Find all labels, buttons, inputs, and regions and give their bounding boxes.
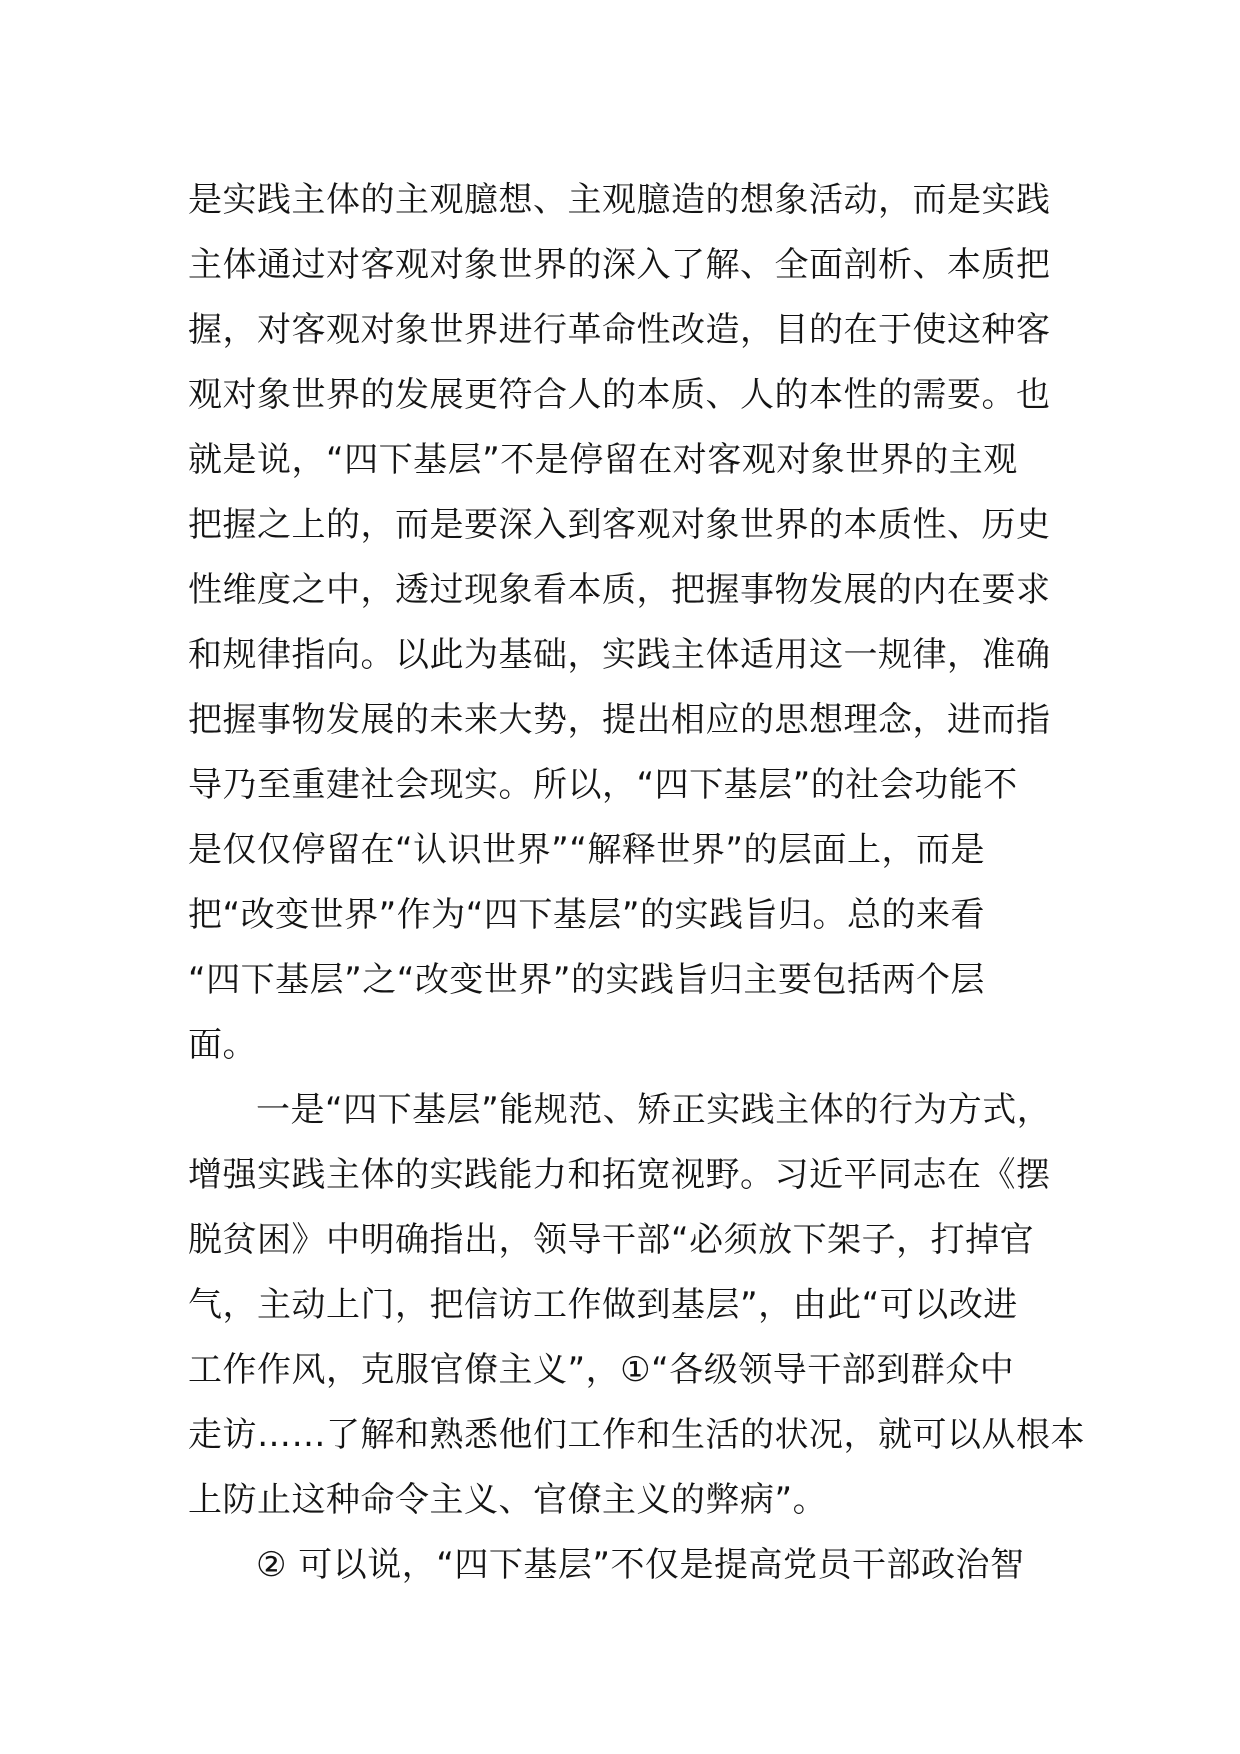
text-line: 脱贫困》中明确指出，领导干部“必须放下架子，打掉官 — [188, 1220, 1035, 1260]
text-line: 握，对客观对象世界进行革命性改造，目的在于使这种客 — [188, 310, 1051, 350]
text-line: 走访……了解和熟悉他们工作和生活的状况，就可以从根本 — [188, 1415, 1085, 1455]
text-line: 是实践主体的主观臆想、主观臆造的想象活动，而是实践 — [188, 180, 1051, 220]
text-line: 是仅仅停留在“认识世界”“解释世界”的层面上，而是 — [188, 830, 985, 870]
text-line: 把握之上的，而是要深入到客观对象世界的本质性、历史 — [188, 505, 1051, 545]
text-line: 导乃至重建社会现实。所以，“四下基层”的社会功能不 — [188, 765, 1018, 805]
text-line: 就是说，“四下基层”不是停留在对客观对象世界的主观 — [188, 440, 1018, 480]
text-line: 面。 — [188, 1025, 257, 1065]
text-line: 增强实践主体的实践能力和拓宽视野。习近平同志在《摆 — [188, 1155, 1051, 1195]
paragraph-start-line: 一是“四下基层”能规范、矫正实践主体的行为方式， — [256, 1090, 1052, 1130]
text-line: 性维度之中，透过现象看本质，把握事物发展的内在要求 — [188, 570, 1051, 610]
paragraph-start-line: ② 可以说，“四下基层”不仅是提高党员干部政治智 — [256, 1545, 1025, 1585]
text-line: 观对象世界的发展更符合人的本质、人的本性的需要。也 — [188, 375, 1051, 415]
text-line: 上防止这种命令主义、官僚主义的弊病”。 — [188, 1480, 828, 1520]
text-line: 气，主动上门，把信访工作做到基层”，由此“可以改进 — [188, 1285, 1018, 1325]
text-line: 工作作风，克服官僚主义”，①“各级领导干部到群众中 — [188, 1350, 1015, 1390]
body-text — [188, 168, 1085, 1598]
text-line: “四下基层”之“改变世界”的实践旨归主要包括两个层 — [188, 960, 985, 1000]
text-line: 主体通过对客观对象世界的深入了解、全面剖析、本质把 — [188, 245, 1051, 285]
text-line: 和规律指向。以此为基础，实践主体适用这一规律，准确 — [188, 635, 1051, 675]
text-line: 把“改变世界”作为“四下基层”的实践旨归。总的来看 — [188, 895, 985, 935]
text-line: 把握事物发展的未来大势，提出相应的思想理念，进而指 — [188, 700, 1051, 740]
